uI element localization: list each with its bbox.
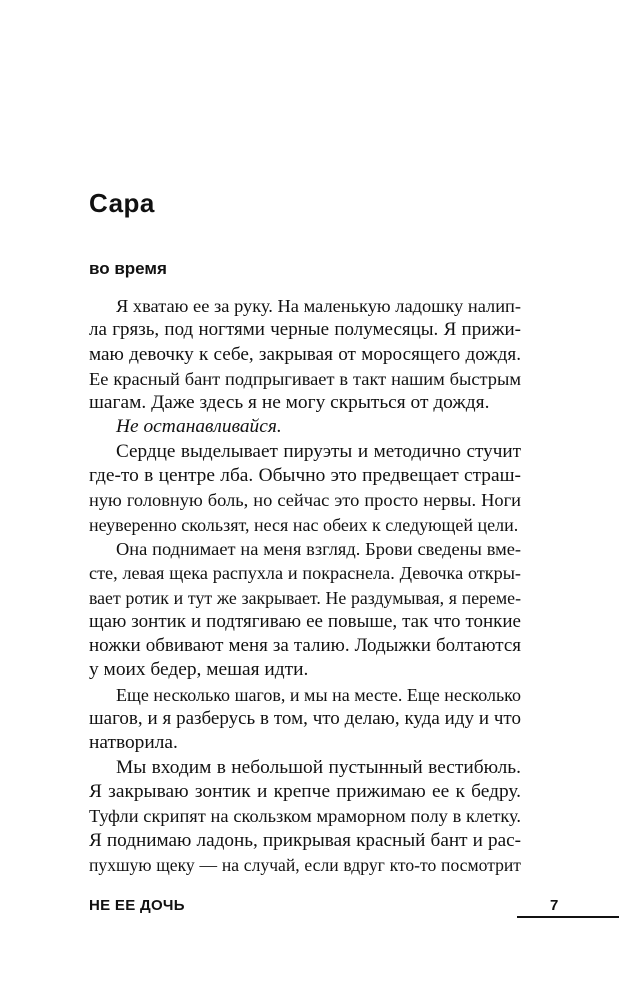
page-number: 7: [550, 897, 559, 914]
text-line: неуверенно скользят, неся нас обеих к следующей цели.: [89, 514, 519, 535]
text-line: натворила.: [89, 732, 178, 754]
text-line: щаю зонтик и подтягиваю ее повыше, так что тонкие: [89, 610, 521, 632]
text-line: Мы входим в небольшой пустынный вестибюль.: [116, 756, 521, 778]
text-line: шагам. Даже здесь я не могу скрыться от дождя.: [89, 392, 490, 414]
text-line: Туфли скрипят на скользком мраморном полу в клетку.: [89, 806, 521, 827]
section-heading: во время: [89, 259, 167, 278]
text-line: сте, левая щека распухла и покраснела. Девочка откры-: [89, 563, 521, 584]
text-line: Я закрываю зонтик и крепче прижимаю ее к бедру.: [89, 780, 521, 802]
text-line: шагов, и я разберусь в том, что делаю, куда иду и что: [89, 708, 521, 730]
text-line: где-то в центре лба. Обычно это предвещает страш-: [89, 465, 521, 487]
text-line: Я поднимаю ладонь, прикрывая красный бант и рас-: [89, 829, 521, 851]
text-line: ножки обвивают меня за талию. Лодыжки болтаются: [89, 635, 521, 657]
text-line: ла грязь, под ногтями черные полумесяцы. Я прижи-: [89, 319, 521, 341]
body-text: [89, 294, 521, 877]
running-footer-title: НЕ ЕЕ ДОЧЬ: [89, 897, 185, 914]
text-line: Она поднимает на меня взгляд. Брови сведены вме-: [116, 538, 521, 559]
text-line: вает ротик и тут же закрывает. Не раздумывая, я переме-: [89, 587, 521, 608]
text-line: пухшую щеку — на случай, если вдруг кто-то посмотрит: [89, 854, 521, 875]
text-line: Ее красный бант подпрыгивает в такт нашим быстрым: [89, 368, 521, 389]
text-line: ную головную боль, но сейчас это просто нервы. Ноги: [89, 490, 521, 511]
text-line: маю девочку к себе, закрывая от моросящего дождя.: [89, 343, 521, 365]
text-line-italic: Не останавливайся.: [116, 416, 282, 438]
text-line: Я хватаю ее за руку. На маленькую ладошку налип-: [116, 296, 521, 316]
text-line: у моих бедер, мешая идти.: [89, 659, 309, 681]
footer-rule: [517, 916, 619, 918]
text-line: Еще несколько шагов, и мы на месте. Еще несколько: [116, 684, 521, 705]
text-line: Сердце выделывает пируэты и методично стучит: [116, 440, 521, 462]
chapter-title: Сара: [89, 188, 155, 218]
